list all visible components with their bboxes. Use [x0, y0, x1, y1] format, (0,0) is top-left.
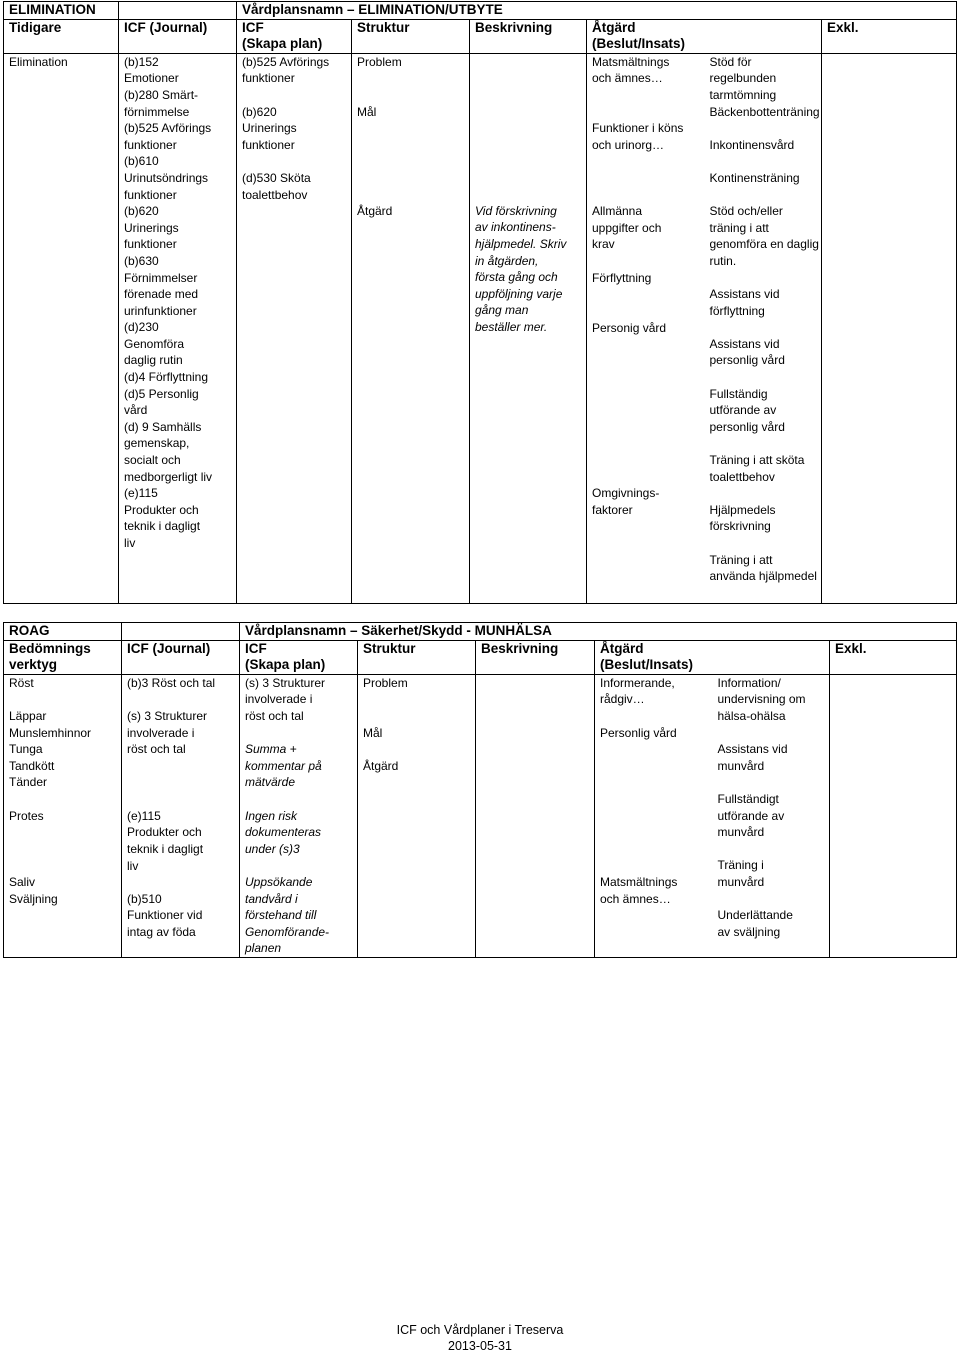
icf-plan-line: Summa +	[245, 742, 297, 757]
header-atgard: Åtgärd (Beslut/Insats)	[587, 19, 822, 53]
atgard-insats-line: förflyttning	[709, 303, 765, 318]
icf-plan-line: (d)530 Sköta	[242, 170, 311, 185]
icf-journal-line: Urinerings	[124, 220, 179, 235]
icf-plan-line: kommentar på	[245, 758, 322, 773]
col2-struktur: Problem Mål Åtgärd	[358, 674, 476, 957]
icf-journal-line: socialt och	[124, 453, 181, 468]
icf-journal-line: vård	[124, 403, 148, 418]
icf-journal-line: medborgerligt liv	[124, 469, 213, 484]
icf-plan-line: Genomförande-	[245, 924, 330, 939]
bedomning-line: Läppar	[9, 708, 47, 723]
icf-plan-line: funktioner	[242, 71, 295, 86]
atgard-insats-line: Stöd för	[709, 54, 752, 69]
header2-icf-journal: ICF (Journal)	[122, 640, 240, 674]
col2-icf-plan	[240, 674, 358, 957]
header-exkl: Exkl.	[822, 19, 957, 53]
atgard-category-line: Omgivnings-	[592, 486, 660, 501]
table2-title-center: Vårdplansnamn – Säkerhet/Skydd - MUNHÄLSA	[240, 623, 957, 641]
atgard-insats-line: genomföra en daglig	[709, 237, 819, 252]
icf-plan-line: dokumenteras	[245, 825, 322, 840]
col-tidigare: Elimination	[4, 53, 119, 603]
header2-bedomning: Bedömnings verktyg	[4, 640, 122, 674]
atgard-insats-line: munvård	[717, 758, 765, 773]
bedomning-line: Sväljning	[9, 891, 58, 906]
atgard-insats-line: träning i att	[709, 220, 769, 235]
icf-journal-line: Emotioner	[124, 71, 179, 86]
icf-plan-line: förstehand till	[245, 908, 317, 923]
icf-plan-line: planen	[245, 941, 282, 956]
bedomning-line: Tunga	[9, 742, 43, 757]
icf-plan-line: under (s)3	[245, 841, 300, 856]
icf-journal-line: daglig rutin	[124, 353, 183, 368]
atgard-insats-line: Träning i	[717, 858, 764, 873]
icf-journal-line: Genomföra	[124, 336, 185, 351]
col2-bedomning	[4, 674, 122, 957]
bedomning-line: Protes	[9, 808, 44, 823]
elimination-table	[3, 1, 957, 604]
icf-journal-line: liv	[124, 536, 136, 550]
atgard-category-line: Förflyttning	[592, 270, 652, 285]
icf-journal-line: urinfunktioner	[124, 303, 197, 318]
header2-exkl: Exkl.	[830, 640, 957, 674]
bedomning-line: Tänder	[9, 775, 48, 790]
header2-atgard: Åtgärd (Beslut/Insats)	[595, 640, 830, 674]
beskrivning-line: beställer mer.	[475, 319, 548, 334]
icf-journal-line: involverade i	[127, 725, 195, 740]
atgard-category-line: Personlig vård	[600, 725, 677, 740]
munhalsa-table	[3, 622, 957, 958]
table-title-left: ELIMINATION	[4, 2, 119, 20]
bedomning-line: Tandkött	[9, 758, 55, 773]
col-icf-plan	[237, 53, 352, 603]
atgard-category-line: Matsmältnings	[592, 54, 670, 69]
icf-journal-line: liv	[127, 858, 139, 873]
col-icf-journal	[119, 53, 237, 603]
atgard-insats-line: Information/	[717, 675, 781, 690]
atgard-insats-line: Hjälpmedels	[709, 502, 776, 517]
atgard-insats-line: Stöd och/eller	[709, 204, 783, 219]
col2-beskrivning	[476, 674, 595, 957]
icf-journal-line: röst och tal	[127, 742, 186, 757]
table2-title-left: ROAG	[4, 623, 122, 641]
icf-plan-line: (b)525 Avförings	[242, 54, 330, 69]
header-icf-journal: ICF (Journal)	[119, 19, 237, 53]
icf-journal-line: Produkter och	[127, 825, 202, 840]
icf-journal-line: teknik i dagligt	[124, 519, 201, 534]
atgard-category-line: Personig vård	[592, 320, 667, 335]
atgard-insats-line: Underlättande	[717, 908, 793, 923]
atgard-insats-line: regelbunden	[709, 71, 777, 86]
bedomning-line: Munslemhinnor	[9, 725, 92, 740]
atgard-insats-line: personlig vård	[709, 419, 785, 434]
atgard-category-line: krav	[592, 237, 615, 252]
icf-journal-line: gemenskap,	[124, 436, 190, 451]
bedomning-line: Saliv	[9, 875, 36, 890]
icf-journal-line: funktioner	[124, 187, 177, 202]
footer-title: ICF och Vårdplaner i Treserva	[396, 1323, 564, 1337]
beskrivning-line: Vid förskrivning	[475, 203, 557, 218]
atgard-insats-line: Fullständigt	[717, 791, 779, 806]
atgard-insats-line: rutin.	[709, 253, 737, 268]
icf-journal-line: teknik i dagligt	[127, 841, 204, 856]
atgard-category-line: uppgifter och	[592, 220, 662, 235]
atgard-category-line: och ämnes…	[600, 891, 671, 906]
col2-atgard	[595, 674, 830, 957]
icf-journal-line: Urinutsöndrings	[124, 170, 209, 185]
atgard-insats-line: utförande av	[709, 403, 777, 418]
atgard-category-line: Funktioner i köns	[592, 120, 684, 135]
header-icf-plan: ICF (Skapa plan)	[237, 19, 352, 53]
table-title-center: Vårdplansnamn – ELIMINATION/UTBYTE	[237, 2, 957, 20]
icf-journal-line: (s) 3 Strukturer	[127, 708, 208, 723]
icf-journal-line: (b)152	[124, 54, 159, 69]
icf-plan-line: involverade i	[245, 692, 313, 707]
icf-journal-line: Produkter och	[124, 502, 199, 517]
atgard-category-line: Matsmältnings	[600, 875, 678, 890]
icf-plan-line: Urinerings	[242, 121, 297, 136]
icf-plan-line: (b)620	[242, 104, 277, 119]
icf-journal-line: (e)115	[127, 808, 161, 823]
icf-journal-line: (b)610	[124, 154, 159, 169]
atgard-insats-line: Träning i att	[709, 552, 773, 567]
icf-plan-line: tandvård i	[245, 891, 298, 906]
icf-plan-line: mätvärde	[245, 775, 296, 790]
col-exkl	[822, 53, 957, 603]
icf-journal-line: (e)115	[124, 486, 158, 501]
atgard-category-line: och ämnes…	[592, 71, 663, 86]
atgard-insats-line: Träning i att sköta	[709, 453, 805, 468]
icf-plan-line: Ingen risk	[245, 808, 298, 823]
atgard-category-line: Informerande,	[600, 675, 675, 690]
icf-plan-line: toalettbehov	[242, 187, 308, 202]
icf-journal-line: (d)230	[124, 320, 159, 335]
atgard-insats-line: munvård	[717, 825, 765, 840]
header2-icf-plan: ICF (Skapa plan)	[240, 640, 358, 674]
atgard-insats-line: Inkontinensvård	[709, 137, 795, 152]
icf-journal-line: (b)280 Smärt-	[124, 87, 199, 102]
atgard-insats-line: använda hjälpmedel	[709, 569, 817, 584]
icf-journal-line: Funktioner vid	[127, 908, 203, 923]
atgard-insats-line: av sväljning	[717, 924, 781, 939]
atgard-category-line: faktorer	[592, 502, 633, 517]
col-beskrivning	[470, 53, 587, 603]
icf-plan-line: funktioner	[242, 137, 295, 152]
col2-exkl	[830, 674, 957, 957]
atgard-insats-line: tarmtömning	[709, 87, 777, 102]
icf-journal-line: (d)5 Personlig	[124, 386, 199, 401]
icf-journal-line: förenade med	[124, 287, 199, 302]
atgard-insats-line: Kontinensträning	[709, 170, 800, 185]
atgard-insats-line: munvård	[717, 874, 765, 889]
icf-journal-line: förnimmelse	[124, 104, 190, 119]
atgard-insats-line: Fullständig	[709, 386, 768, 401]
atgard-insats-line: Bäckenbottenträning	[709, 104, 820, 119]
icf-journal-line: (b)525 Avförings	[124, 121, 212, 136]
beskrivning-line: hjälpmedel. Skriv	[475, 236, 567, 251]
header-beskrivning: Beskrivning	[470, 19, 587, 53]
icf-journal-line: (b)510	[127, 891, 162, 906]
icf-plan-line: Uppsökande	[245, 874, 313, 889]
header-struktur: Struktur	[352, 19, 470, 53]
atgard-insats-line: toalettbehov	[709, 469, 775, 484]
icf-journal-line: funktioner	[124, 237, 177, 252]
icf-journal-line: Förnimmelser	[124, 270, 198, 285]
atgard-insats-line: hälsa-ohälsa	[717, 708, 786, 723]
bedomning-line: Röst	[9, 675, 34, 690]
atgard-category-line: rådgiv…	[600, 692, 645, 707]
icf-journal-line: (b)3 Röst och tal	[127, 675, 216, 690]
icf-journal-line: intag av föda	[127, 924, 196, 939]
icf-journal-line: funktioner	[124, 137, 177, 152]
footer-date: 2013-05-31	[448, 1339, 512, 1353]
atgard-insats-line: förskrivning	[709, 519, 771, 534]
icf-plan-line: (s) 3 Strukturer	[245, 675, 326, 690]
atgard-insats-line: undervisning om	[717, 692, 806, 707]
beskrivning-line: första gång och	[475, 270, 558, 285]
atgard-insats-line: Assistans vid	[709, 287, 780, 302]
col-struktur: Problem Mål Åtgärd	[352, 53, 470, 603]
atgard-insats-line: personlig vård	[709, 353, 785, 368]
atgard-category-line: och urinorg…	[592, 137, 665, 152]
atgard-category-line: Allmänna	[592, 204, 643, 219]
beskrivning-line: gång man	[475, 303, 529, 318]
atgard-insats-line: utförande av	[717, 808, 785, 823]
beskrivning-line: in åtgärden,	[475, 253, 539, 268]
col2-icf-journal	[122, 674, 240, 957]
icf-plan-line: röst och tal	[245, 708, 304, 723]
icf-journal-line: (b)630	[124, 253, 159, 268]
icf-journal-line: (d) 9 Samhälls	[124, 419, 202, 434]
beskrivning-line: uppföljning varje	[475, 286, 563, 301]
col-atgard	[587, 53, 822, 603]
header2-struktur: Struktur	[358, 640, 476, 674]
icf-journal-line: (b)620	[124, 204, 159, 219]
atgard-insats-line: Assistans vid	[717, 742, 788, 757]
beskrivning-line: av inkontinens-	[475, 220, 556, 235]
header2-beskrivning: Beskrivning	[476, 640, 595, 674]
icf-journal-line: (d)4 Förflyttning	[124, 370, 209, 385]
atgard-insats-line: Assistans vid	[709, 336, 780, 351]
header-tidigare: Tidigare	[4, 19, 119, 53]
